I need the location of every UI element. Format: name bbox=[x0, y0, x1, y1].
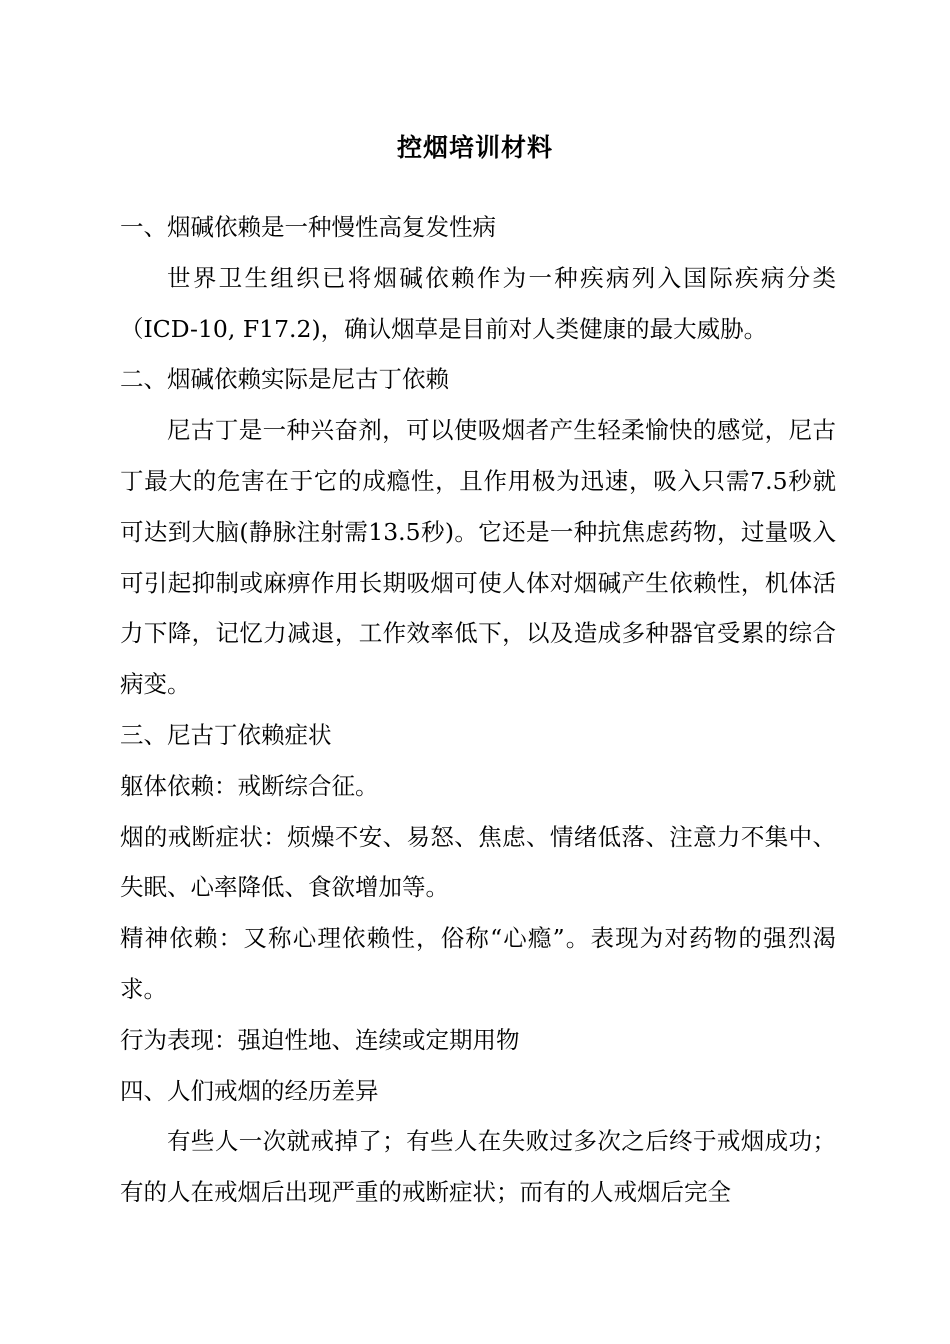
paragraph-mental-dependence: 精神依赖：又称心理依赖性，俗称“心瘾”。表现为对药物的强烈渴求。 bbox=[120, 924, 836, 1003]
paragraph-physical-dependence: 躯体依赖：戒断综合征。 bbox=[120, 771, 379, 800]
section-heading-1: 一、烟碱依赖是一种慢性高复发性病 bbox=[120, 213, 496, 241]
section-heading-2: 二、烟碱依赖实际是尼古丁依赖 bbox=[120, 365, 449, 394]
paragraph-nicotine-effects: 尼古丁是一种兴奋剂，可以使吸烟者产生轻柔愉快的感觉，尼古丁最大的危害在于它的成瘾性，且作用极为迅速，吸入只需7.5秒就可达到大脑(静脉注射需13.5秒)。它还是一种抗焦虑药物，过量吸入可引起抑制或麻痹作用长期吸烟可使人体对烟碱产生依赖性，机体活力下降，记忆力减退，工作效率低下，以及造成多种器官受累的综合病变。 bbox=[120, 416, 836, 699]
document-title: 控烟培训材料 bbox=[396, 133, 553, 162]
paragraph-withdrawal-symptoms: 烟的戒断症状：烦燥不安、易怒、焦虑、情绪低落、注意力不集中、失眠、心率降低、食欲增加等。 bbox=[120, 822, 836, 902]
paragraph-who-classification: 世界卫生组织已将烟碱依赖作为一种疾病列入国际疾病分类（ICD-10, F17.2)，确认烟草是目前对人类健康的最大威胁。 bbox=[120, 263, 836, 343]
paragraph-behavior: 行为表现：强迫性地、连续或定期用物 bbox=[120, 1025, 520, 1054]
section-heading-4: 四、人们戒烟的经历差异 bbox=[120, 1076, 379, 1105]
section-heading-3: 三、尼古丁依赖症状 bbox=[120, 720, 332, 749]
paragraph-quit-experiences: 有些人一次就戒掉了；有些人在失败过多次之后终于戒烟成功；有的人在戒烟后出现严重的戒断症状；而有的人戒烟后完全 bbox=[120, 1127, 836, 1207]
document-body bbox=[120, 202, 836, 1218]
